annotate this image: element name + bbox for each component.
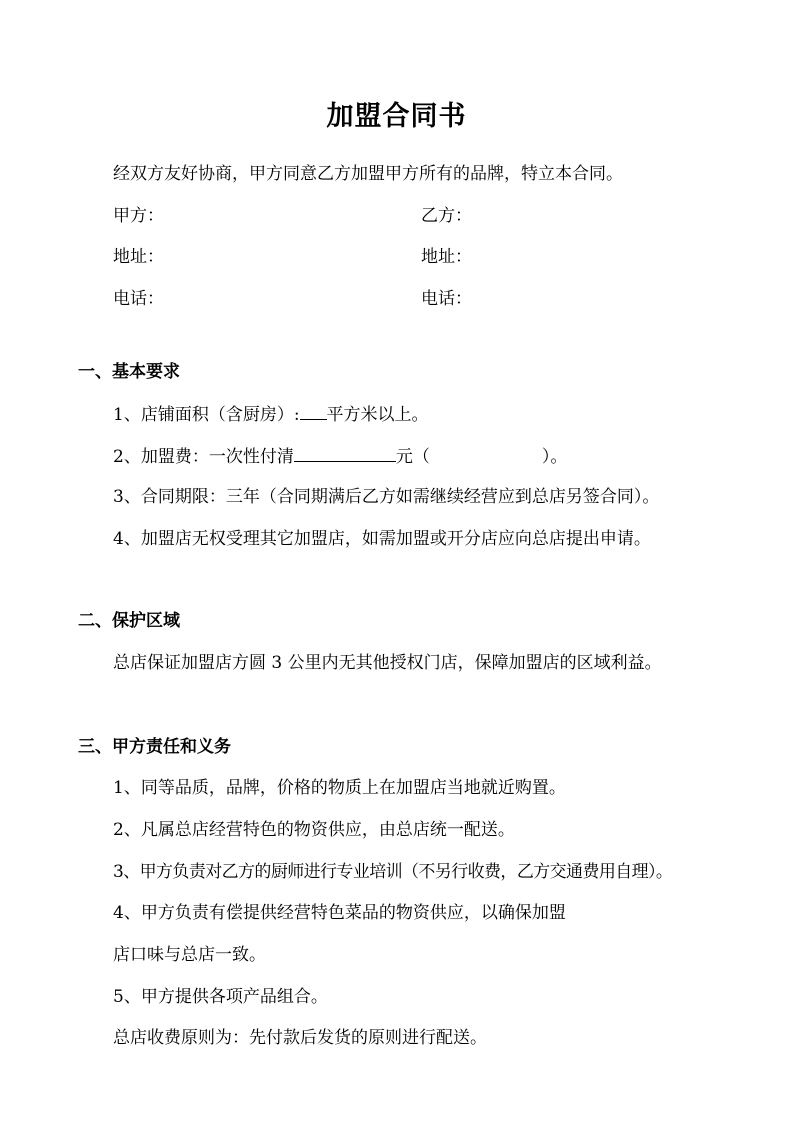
section2-text: 总店保证加盟店方圆 3 公里内无其他授权门店，保障加盟店的区域利益。 — [113, 653, 662, 673]
phone-b-label: 电话： — [421, 289, 472, 309]
section3-item1: 1、同等品质，品牌，价格的物质上在加盟店当地就近购置。 — [113, 778, 566, 798]
section1-item4: 4、加盟店无权受理其它加盟店，如需加盟或开分店应向总店提出申请。 — [113, 529, 651, 549]
intro-paragraph: 经双方友好协商，甲方同意乙方加盟甲方所有的品牌，特立本合同。 — [113, 164, 623, 184]
address-b-label: 地址： — [421, 247, 472, 267]
section3-item5: 5、甲方提供各项产品组合。 — [113, 987, 328, 1007]
area-label: 1、店铺面积（含厨房）: — [113, 405, 300, 425]
fee-label: 2、加盟费：一次性付清 — [113, 447, 294, 467]
document-title: 加盟合同书 — [326, 101, 467, 132]
address-a-label: 地址： — [113, 247, 164, 267]
section1-item3: 3、合同期限：三年（合同期满后乙方如需继续经营应到总店另签合同）。 — [113, 487, 660, 507]
section1-heading: 一、基本要求 — [78, 362, 180, 382]
section3-item2: 2、凡属总店经营特色的物资供应，由总店统一配送。 — [113, 820, 515, 840]
section1-item1 — [113, 403, 429, 426]
section3-item4-line1: 4、甲方负责有偿提供经营特色菜品的物资供应，以确保加盟 — [113, 903, 566, 923]
section3-item4-line2: 店口味与总店一致。 — [113, 945, 266, 965]
fee-close: ）。 — [541, 447, 568, 467]
section1-item2 — [113, 445, 567, 468]
section2-heading: 二、保护区域 — [78, 611, 180, 631]
section3-closing: 总店收费原则为：先付款后发货的原则进行配送。 — [113, 1028, 487, 1048]
section3-heading: 三、甲方责任和义务 — [78, 737, 231, 757]
phone-a-label: 电话： — [113, 289, 164, 309]
party-a-label: 甲方： — [113, 206, 164, 226]
fee-blank-line — [294, 445, 396, 462]
area-blank-line — [300, 403, 327, 420]
section3-item3: 3、甲方负责对乙方的厨师进行专业培训（不另行收费，乙方交通费用自理）。 — [113, 862, 673, 882]
party-b-label: 乙方： — [421, 206, 472, 226]
area-unit: 平方米以上。 — [326, 405, 429, 425]
fee-currency: 元（ — [395, 447, 430, 467]
